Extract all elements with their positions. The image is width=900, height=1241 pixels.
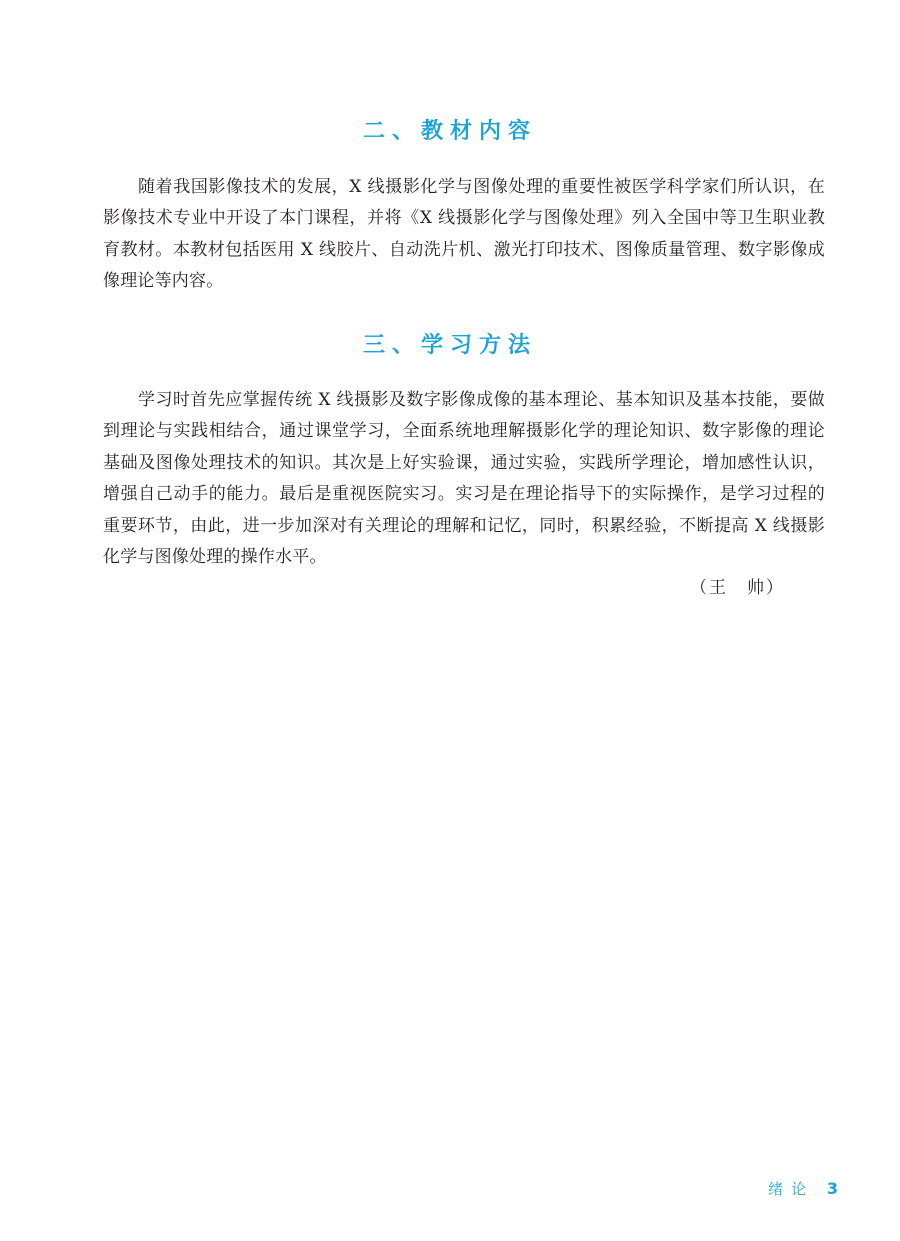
footer-chapter-name: 绪论 [768,1180,815,1198]
page-number: 3 [826,1179,838,1198]
section-paragraph-content: 随着我国影像技术的发展，X 线摄影化学与图像处理的重要性被医学科学家们所认识，在影像技术专业中开设了本门课程，并将《X 线摄影化学与图像处理》列入全国中等卫生职业教育教材。本教材包括医用 X 线胶片、自动洗片机、激光打印技术、图像质量管理、数字影像成像理论等内容。 [103,177,825,292]
section-paragraph-method: 学习时首先应掌握传统 X 线摄影及数字影像成像的基本理论、基本知识及基本技能，要做到理论与实践相结合，通过课堂学习，全面系统地理解摄影化学的理论知识、数字影像的理论基础及图像处理技术的知识。其次是上好实验课，通过实验，实践所学理论，增加感性认识，增强自己动手的能力。最后是重视医院实习。实习是在理论指导下的实际操作，是学习过程的重要环节，由此，进一步加深对有关理论的理解和记忆，同时，积累经验，不断提高 X 线摄影化学与图像处理的操作水平。 [103,390,825,568]
page-footer [768,1179,838,1199]
section-title-method: 三、学习方法 [362,333,537,358]
author-signature: （王 帅） [690,578,785,598]
section-title-content: 二、教材内容 [362,119,537,144]
